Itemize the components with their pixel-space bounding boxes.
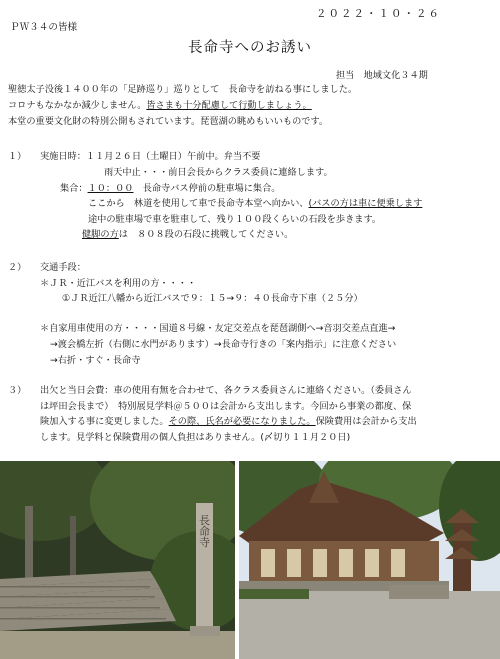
meeting-line	[60, 183, 281, 195]
insurance-cost: 保険費用は会計から支出	[315, 416, 417, 427]
car-route-1: →渡会橋左折（右側に水門があります）→長命寺行きの「案内指示」に注意ください	[50, 339, 397, 350]
insurance-change: 険加入する事に変更しました。	[40, 416, 169, 427]
document-date: ２０２２・１０・２６	[316, 8, 441, 20]
car-route-2: →右折・すぐ・長命寺	[50, 355, 141, 366]
meeting-time: １０：００	[87, 183, 134, 194]
section-3-number: ３）	[8, 385, 27, 396]
meeting-label: 集合：	[60, 183, 88, 194]
section-1-number: １）	[8, 151, 27, 162]
temple-photo	[239, 461, 500, 659]
route-text: ここから 林道を使用して車で長命寺本堂へ向かい、	[88, 198, 309, 209]
attendance-line-2: は坪田会長まで） 特別展見学料＠５００は会計から支出します。今回から事業の都度、保	[40, 401, 412, 412]
organizer: 担当 地域文化３４期	[336, 70, 428, 81]
stone-marker-text: 長命寺	[197, 514, 211, 548]
page-title: 長命寺へのお誘い	[188, 40, 312, 56]
intro-line-2	[8, 100, 312, 112]
bus-riders-note: (バスの方は車に便乗します	[308, 198, 423, 209]
stone-stairs-photo	[0, 461, 235, 659]
section-2-number: ２）	[8, 262, 27, 273]
parking-note: 途中の駐車場で車を駐車して、残り１００段くらいの石段を歩きます。	[88, 214, 382, 225]
intro-covid-text: コロナもなかなか減少しません。	[8, 100, 147, 111]
attendance-line-4: します。見学料と保険費用の個人負担はありません。(〆切り１１月２０日)	[40, 432, 351, 443]
rain-cancel-note: 雨天中止・・・前日会長からクラス委員に連絡します。	[104, 167, 333, 178]
route-line	[88, 198, 422, 210]
schedule-date: 実施日時：１１月２６日（土曜日）午前中。弁当不要	[40, 151, 261, 162]
name-required-note: その際、氏名が必要になりました。	[168, 416, 316, 427]
attendance-line-1: 出欠と当日会費：車の使用有無を合わせて、各クラス委員さんに連絡ください。（委員さん	[40, 385, 412, 396]
attendance-line-3	[40, 416, 417, 428]
strong-walkers-label: 健脚の方	[82, 229, 119, 240]
greeting: ＰＷ３４の皆様	[10, 22, 78, 33]
transport-heading: 交通手段：	[40, 262, 86, 273]
meeting-place: 長命寺バス停前の駐車場に集合。	[142, 183, 281, 194]
bus-schedule: ①ＪＲ近江八幡から近江バスで９：１５→９：４０長命寺下車（２５分）	[62, 293, 363, 304]
intro-caution-text: 皆さまも十分配慮して行動しましょう。	[146, 100, 312, 111]
intro-line-3: 本堂の重要文化財の特別公開もされています。琵琶湖の眺めもいいものです。	[8, 116, 329, 127]
intro-line-1: 聖徳太子没後１４００年の「足跡巡り」巡りとして 長命寺を訪ねる事にしました。	[8, 84, 358, 95]
stone-stairs-illustration	[0, 461, 235, 659]
bus-option: ＊ＪＲ・近江バスを利用の方・・・・	[40, 278, 197, 289]
stairs-challenge-line	[82, 229, 293, 241]
stairs-challenge-text: は ８０８段の石段に挑戦してください。	[118, 229, 294, 240]
car-option: ＊自家用車使用の方・・・・国道８号線・友定交差点を琵琶湖側へ→音羽交差点直進→	[40, 323, 396, 334]
temple-illustration	[239, 461, 500, 659]
